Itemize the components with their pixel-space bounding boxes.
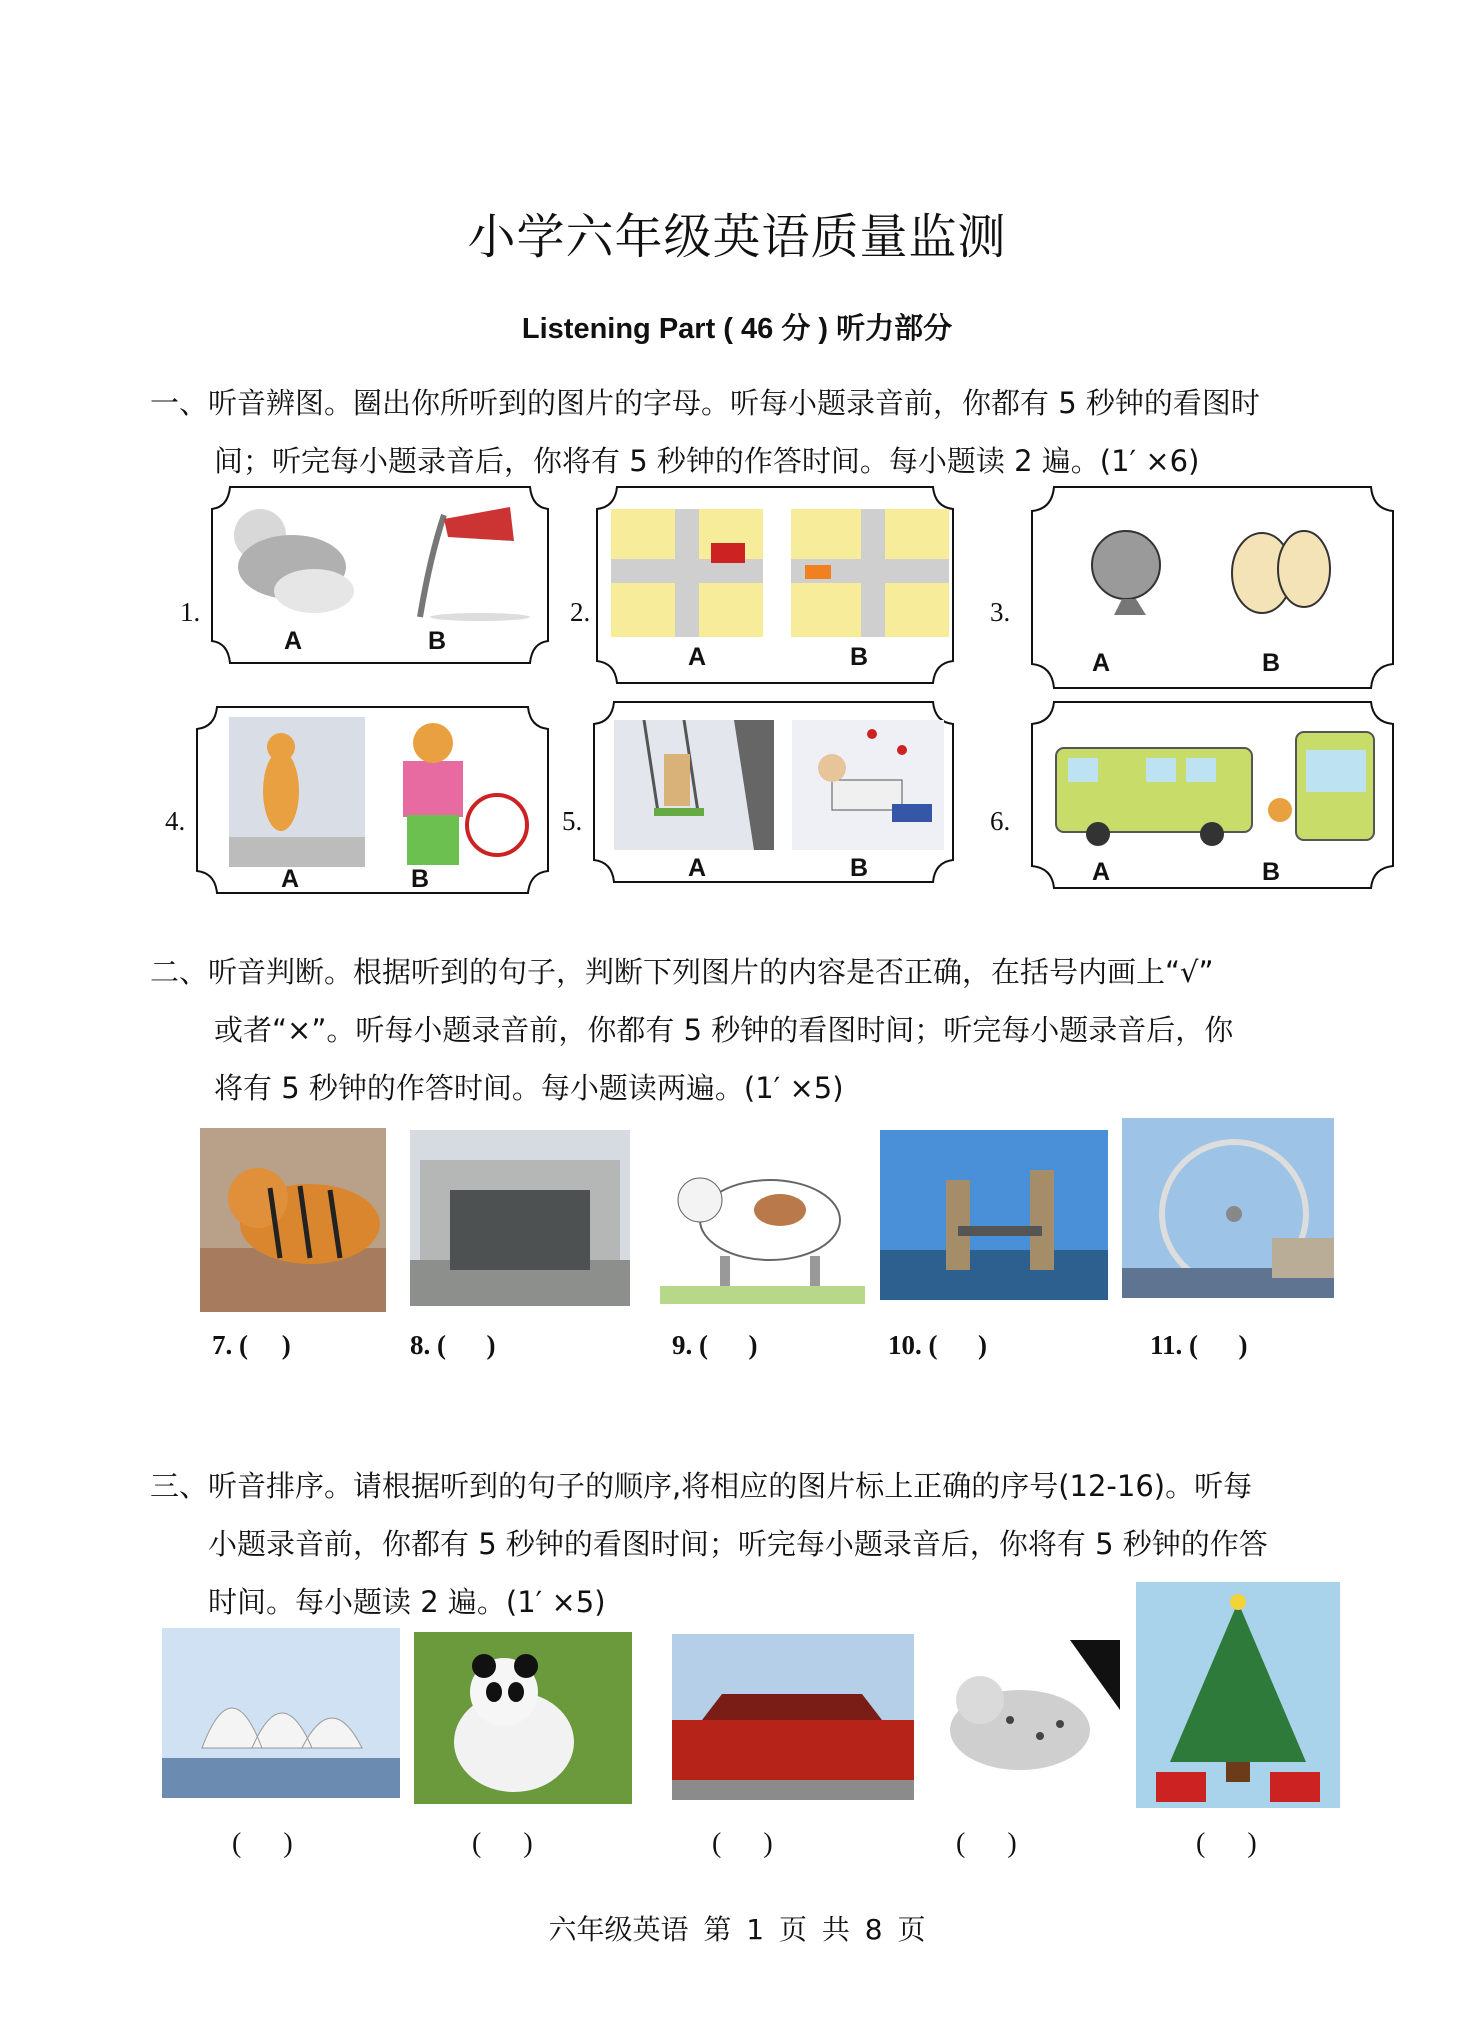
item-number-3: 3. (990, 597, 1011, 627)
section1-instructions (150, 374, 1260, 490)
palace-photo (410, 1130, 630, 1306)
section1-line2: 间；听完每小题录音后，你将有 5 秒钟的作答时间。每小题读 2 遍。(1′ ×6) (214, 444, 1200, 478)
item-3-option-b[interactable]: B (1262, 649, 1281, 677)
page-title: 小学六年级英语质量监测 (467, 209, 1007, 265)
section2-line3: 将有 5 秒钟的作答时间。每小题读两遍。(1′ ×5) (214, 1071, 844, 1105)
order-label-12[interactable]: ( ) (232, 1828, 293, 1859)
item-frame-6 (1030, 700, 1395, 890)
map-route-a-image (611, 509, 763, 637)
globe-image (1086, 525, 1168, 621)
tiger-hurt-image (229, 717, 365, 867)
panda-photo (414, 1632, 632, 1804)
item-number-6: 6. (990, 806, 1011, 836)
sydney-opera-house-photo (162, 1628, 400, 1798)
item-2-option-a[interactable]: A (688, 643, 707, 671)
tiger-bike-image (373, 715, 529, 867)
section2-instructions (150, 943, 1233, 1117)
item-4-option-b[interactable]: B (411, 865, 430, 893)
section3-instructions (150, 1457, 1268, 1631)
item-6-option-a[interactable]: A (1092, 858, 1111, 886)
page-subtitle: Listening Part ( 46 分 ) 听力部分 (521, 313, 953, 345)
item-number-4: 4. (165, 806, 186, 836)
section2-line2: 或者“×”。听每小题录音前，你都有 5 秒钟的看图时间；听完每小题录音后，你 (214, 1013, 1234, 1047)
answer-label-7[interactable]: 7. ( ) (212, 1330, 291, 1360)
section3-line3: 时间。每小题读 2 遍。(1′ ×5) (208, 1585, 606, 1619)
item-3-option-a[interactable]: A (1092, 649, 1111, 677)
item-frame-4 (195, 705, 550, 895)
section1-line1: 一、听音辨图。圈出你所听到的图片的字母。听每小题录音前，你都有 5 秒钟的看图时 (150, 386, 1260, 420)
section2-line1: 二、听音判断。根据听到的句子，判断下列图片的内容是否正确，在括号内画上“√” (150, 955, 1214, 989)
cloudy-weather-image (222, 495, 362, 623)
bus-front-image (1260, 726, 1378, 850)
tower-bridge-photo (880, 1130, 1108, 1300)
london-eye-photo (1122, 1118, 1334, 1298)
item-1-option-b[interactable]: B (428, 627, 447, 655)
item-1-option-a[interactable]: A (284, 627, 303, 655)
tiananmen-photo (672, 1634, 914, 1800)
item-2-option-b[interactable]: B (850, 643, 869, 671)
item-4-option-a[interactable]: A (281, 865, 300, 893)
item-frame-1 (210, 485, 550, 665)
order-label-14[interactable]: ( ) (712, 1828, 773, 1859)
item-frame-3 (1030, 485, 1395, 690)
page-footer: 六年级英语 第 1 页 共 8 页 (548, 1913, 926, 1946)
item-5-option-b[interactable]: B (850, 854, 869, 882)
bus-side-image (1052, 740, 1260, 850)
order-label-15[interactable]: ( ) (956, 1828, 1017, 1859)
item-5-option-a[interactable]: A (688, 854, 707, 882)
snow-leopard-photo (930, 1640, 1120, 1800)
order-label-13[interactable]: ( ) (472, 1828, 533, 1859)
item-number-1: 1. (180, 597, 201, 627)
cow-image (660, 1140, 865, 1304)
section3-line1: 三、听音排序。请根据听到的句子的顺序,将相应的图片标上正确的序号(12-16)。听每 (150, 1469, 1253, 1503)
map-route-b-image (791, 509, 949, 637)
tiger-photo (200, 1128, 386, 1312)
item-6-option-b[interactable]: B (1262, 858, 1281, 886)
answer-label-8[interactable]: 8. ( ) (410, 1330, 496, 1360)
item-number-2: 2. (570, 597, 591, 627)
item-frame-5 (592, 700, 955, 884)
answer-label-9[interactable]: 9. ( ) (672, 1330, 758, 1360)
answer-label-11[interactable]: 11. ( ) (1150, 1330, 1248, 1360)
order-label-16[interactable]: ( ) (1196, 1828, 1257, 1859)
faces-image (1226, 521, 1336, 621)
windy-windsock-image (400, 497, 530, 623)
christmas-tree-photo (1136, 1582, 1340, 1808)
item-number-5: 5. (562, 806, 583, 836)
boy-swing-image (614, 720, 774, 850)
answer-label-10[interactable]: 10. ( ) (888, 1330, 987, 1360)
item-frame-2 (595, 485, 955, 685)
boy-fall-image (792, 720, 944, 850)
section3-line2: 小题录音前，你都有 5 秒钟的看图时间；听完每小题录音后，你将有 5 秒钟的作答 (208, 1527, 1268, 1561)
